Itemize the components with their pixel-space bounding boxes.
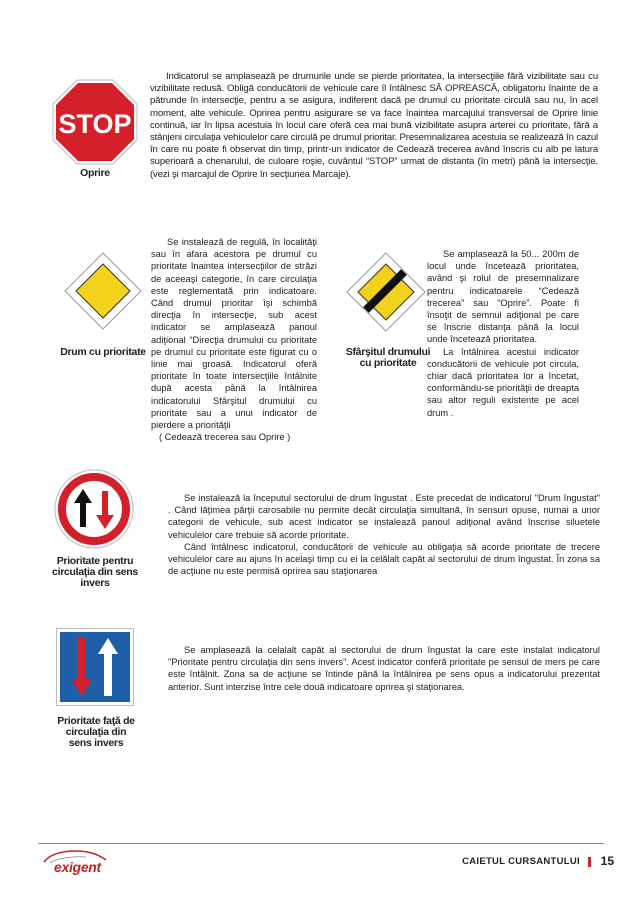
end-priority-road-paragraph — [427, 248, 579, 419]
stop-caption: Oprire — [80, 167, 110, 179]
priority-road-caption: Drum cu prioritate — [60, 346, 146, 358]
footer-divider — [38, 843, 604, 844]
priority-oncoming-sign — [54, 469, 134, 549]
priority-over-oncoming-paragraph — [168, 644, 600, 693]
end-priority-road-caption: Sfârşitul drumului cu prioritate — [345, 346, 431, 369]
priority-over-oncoming-paragraph-text: Se amplasează la celalalt capăt al sectorului de drum îngustat la care este instalat indicatorul "Prioritate pentru circulaţia din sens invers". Acest indicator conferă prioritate pe sensul de mers pe care este întâlnit. Zona sa de acţiune se întinde până la întâlnirea pe sens opus a indicatorului prezentat anterior. Sunt interzise între cele două indicatoare oprirea şi staţionarea. — [168, 645, 600, 692]
priority-oncoming-paragraph-1: Se instalează la începutul sectorului de drum îngustat . Este precedat de indicatorul "Drum îngustat" . Când lăţimea părţii carosabile nu permite decât circulaţia simultană, în sensuri opuse, numai a unor categorii de vehicule, sub acest indicator se instalează panoul adiţional având înscrise siluetele vehiculelor care trebuie să acorde prioritate. — [168, 493, 600, 540]
priority-over-oncoming-sign — [56, 628, 134, 706]
priority-road-paragraph — [151, 236, 317, 443]
priority-oncoming-paragraph-2: Când întâlnesc indicatorul, conducătorii de vehicule au obligaţia să acorde prioritate de trecere vehiculelor care au ajuns în acelaşi timp cu ei la celălalt capăt al sectorului de drum îngustat. În zona sa de acţiune nu este permisă oprirea sau staţionarea — [168, 541, 600, 577]
end-priority-road-sign — [346, 252, 426, 332]
logo-text: exigent — [54, 859, 101, 875]
priority-over-oncoming-caption: Prioritate faţă de circulaţia din sens invers — [57, 715, 135, 749]
end-priority-road-paragraph-2: La întâlnirea acestui indicator conducătorii de vehicule pot circula, chiar dacă prioritatea lor a încetat, conformându-se priorităţii de dreapta sau altor reguli existente pe acel drum . — [427, 346, 579, 418]
priority-oncoming-caption: Prioritate pentru circulaţia din sens invers — [52, 555, 138, 589]
end-priority-road-paragraph-1: Se amplasează la 50... 200m de locul unde încetează prioritatea, având şi rolul de presemnalizare pentru indicatoarele “Cedează trecerea” sau “Oprire”. Poate fi însoţit de semnul adiţional pe care se înscrie distanţa până la locul unde încetează prioritatea. — [427, 249, 579, 345]
stop-paragraph — [150, 71, 598, 181]
page-number: 15 — [600, 854, 614, 868]
stop-sign — [52, 79, 138, 165]
footer-separator — [588, 857, 591, 867]
stop-paragraph-text: Indicatorul se amplasează pe drumurile unde se pierde prioritatea, la intersecţiile fără vizibilitate sau cu vizibilitate redusă. Obligă conducătorii de vehicule care îl întâlnesc SĂ OPREASCĂ, obligatoriu înainte de a pătrunde în intersecţie, pentru a se asigura, indiferent dacă pe drumul cu prioritate circulă sau nu, în acel moment, alte vehicule. Oprirea pentru asigurare se va face înaintea marcajului transversal de Oprire linie continuă, iar în lipsa acestuia în locul care oferă cea mai bună vizibilitate asupra arterei cu prioritate, fără a stânjeni circulaţia vehiculelor care circulă pe drumul prioritar. Presemnalizarea acestuia se realizează în cazul în care nu poate fi observat din timp, printr-un indicator de Cedează trecerea având înscris cu alb pe latura superioară a chenarului, de culoare roşie, cuvântul “STOP” urmat de distanta (în metri) până la intersecţie. (vezi şi marcajul de Oprire în secţiunea Marcaje). — [150, 71, 598, 180]
priority-road-paragraph-text: Se instalează de regulă, în localităţi sau în afara acestora pe drumul cu prioritate înaintea intersecţiilor de străzi de aceeaşi categorie, în care circulaţia este reglementată prin indicatoare. Când drumul prioritar îşi schimbă direcţia în intersecţie, sub acest indicator se amplasează panoul adiţional “Direcţia drumului cu prioritate pe drumul cu prioritate este figurat cu o linie mai groasă. Indicatorul oferă prioritate în toate intersecţiile întâlnite după acesta până la întâlnirea indicatorului Sfârşitul drumului cu prioritate sau a unui indicator de pierdere a priorităţii — [151, 237, 317, 431]
priority-road-sign — [64, 252, 142, 330]
priority-oncoming-paragraph — [168, 492, 600, 577]
priority-road-note: ( Cedează trecerea sau Oprire ) — [159, 432, 291, 443]
footer-title: CAIETUL CURSANTULUI — [462, 856, 580, 867]
stop-sign-text: STOP — [58, 109, 132, 139]
